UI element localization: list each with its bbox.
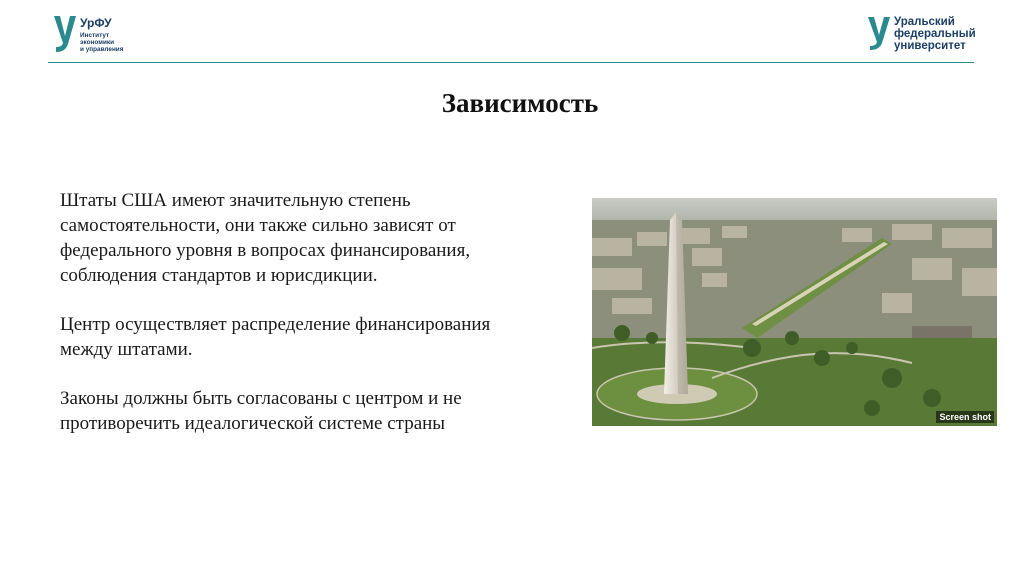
paragraph-line: противоречить идеалогической системе страны <box>60 413 446 434</box>
paragraph <box>60 386 580 436</box>
paragraph <box>60 312 580 362</box>
monument-photo <box>592 198 997 426</box>
slide-title: Зависимость <box>441 88 599 118</box>
institute-logo-subtitle <box>80 32 123 54</box>
university-logo-line: федеральный <box>894 28 976 40</box>
university-logo-line: университет <box>894 40 966 52</box>
paragraph-line: Законы должны быть согласованы с центром и не <box>60 388 462 409</box>
slide-body <box>60 188 580 460</box>
paragraph-line: между штатами. <box>60 339 193 360</box>
urfu-mark-icon <box>866 16 892 52</box>
institute-logo <box>52 14 172 58</box>
urfu-mark-icon <box>52 14 78 54</box>
institute-logo-line: экономики <box>80 39 115 47</box>
header-divider <box>48 62 974 63</box>
paragraph-line: федерального уровня в вопросах финансирования, <box>60 240 471 261</box>
university-logo-line: Уральский <box>894 16 955 28</box>
institute-logo-line: и управления <box>80 46 124 54</box>
institute-logo-line: Институт <box>80 32 110 39</box>
photo-caption: Screen shot <box>936 411 994 423</box>
paragraph <box>60 188 580 288</box>
paragraph-line: соблюдения стандартов и юрисдикции. <box>60 265 378 286</box>
university-logo <box>866 16 996 62</box>
university-logo-text <box>894 16 976 52</box>
institute-logo-name: УрФУ <box>80 16 112 30</box>
aerial-photo-illustration <box>592 198 997 426</box>
paragraph-line: Штаты США имеют значительную степень <box>60 190 411 211</box>
paragraph-line: Центр осуществляет распределение финансирования <box>60 314 491 335</box>
paragraph-line: самостоятельности, они также сильно зависят от <box>60 215 456 236</box>
